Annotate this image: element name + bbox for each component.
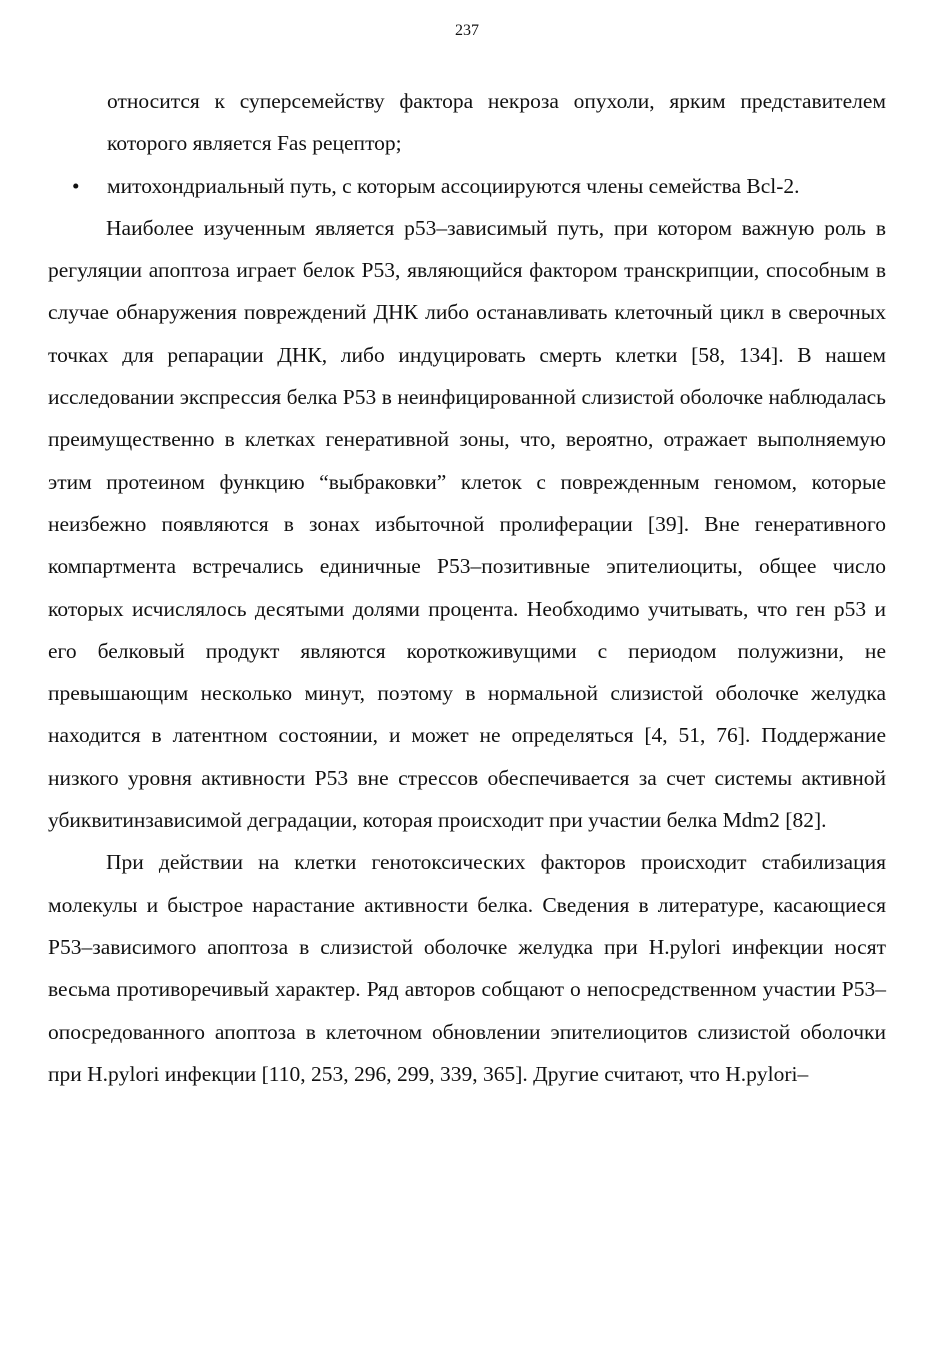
body-paragraph: Наиболее изученным является p53–зависимый путь, при котором важную роль в регуляции апоптоза играет белок P53, являющийся фактором транскрипции, способным в случае обнаружения повреждений ДНК либо останавливать клеточный цикл в сверочных точках для репарации ДНК, либо индуцировать смерть клетки [58, 134]. В нашем исследовании экспрессия белка P53 в неинфицированной слизистой оболочке наблюдалась преимущественно в клетках генеративной зоны, что, вероятно, отражает выполняемую этим протеином функцию “выбраковки” клеток с поврежденным геномом, которые неизбежно появляются в зонах избыточной пролиферации [39]. Вне генеративного компартмента встречались единичные P53–позитивные эпителиоциты, общее число которых исчислялось десятыми долями процента. Необходимо учитывать, что ген p53 и его белковый продукт являются короткоживущими с периодом полужизни, не превышающим несколько минут, поэтому в нормальной слизистой оболочке желудка находится в латентном состоянии, и может не определяться [4, 51, 76]. Поддержание низкого уровня активности P53 вне стрессов обеспечивается за счет системы активной убиквитинзависимой деградации, которая происходит при участии белка Mdm2 [82]. bbox=[48, 215, 886, 833]
list-item-text: митохондриальный путь, с которым ассоциируются члены семейства Bcl-2. bbox=[107, 173, 800, 198]
list-item-continuation: относится к суперсемейству фактора некроза опухоли, ярким представителем которого является Fas рецептор; bbox=[107, 89, 886, 156]
list-item bbox=[48, 165, 886, 207]
page-body bbox=[48, 80, 886, 1095]
page-number: 237 bbox=[455, 22, 479, 39]
body-paragraph: При действии на клетки генотоксических факторов происходит стабилизация молекулы и быстрое нарастание активности белка. Сведения в литературе, касающиеся P53–зависимого апоптоза в слизистой оболочке желудка при H.pylori инфекции носят весьма противоречивый характер. Ряд авторов собщают о непосредственном участии P53–опосредованного апоптоза в клеточном обновлении эпителиоцитов слизистой оболочки при H.pylori инфекции [110, 253, 296, 299, 339, 365]. Другие считают, что H.pylori– bbox=[48, 850, 886, 1086]
bullet-icon: • bbox=[72, 173, 80, 198]
